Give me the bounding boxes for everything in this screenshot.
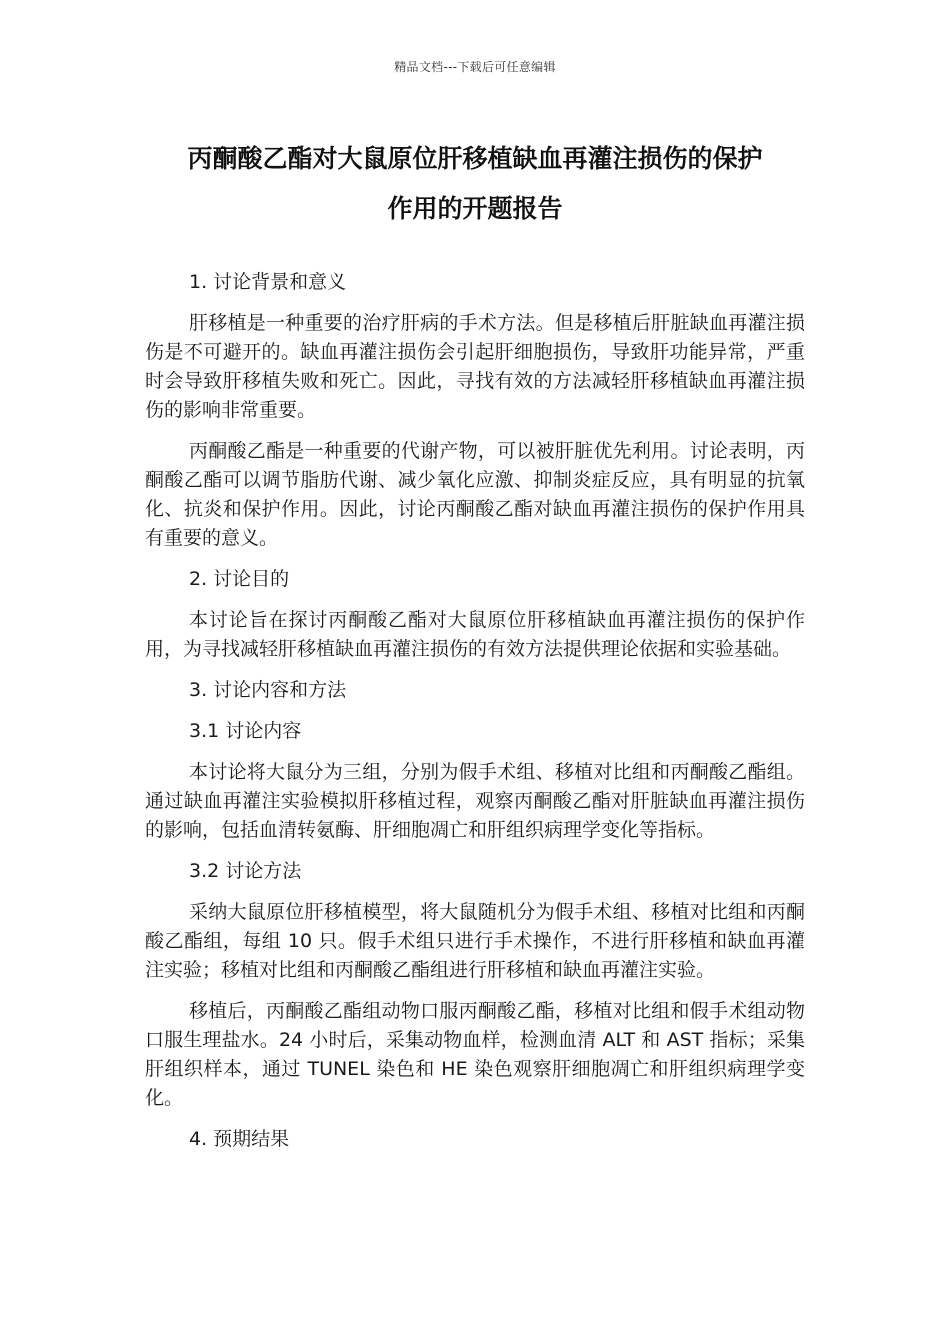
- subsection-heading-3-2: 3.2 讨论方法: [189, 860, 302, 882]
- section-heading-4: 4. 预期结果: [189, 1128, 290, 1150]
- paragraph: 本讨论将大鼠分为三组，分别为假手术组、移植对比组和丙酮酸乙酯组。通过缺血再灌注实验模拟肝移植过程，观察丙酮酸乙酯对肝脏缺血再灌注损伤的影响，包括血清转氨酶、肝细胞凋亡和肝组织病理学变化等指标。: [145, 761, 805, 841]
- title-line-2: 作用的开题报告: [387, 194, 563, 223]
- document-title: [120, 134, 830, 234]
- section-heading-2: 2. 讨论目的: [189, 568, 290, 590]
- document-body: [145, 268, 805, 1166]
- paragraph: 肝移植是一种重要的治疗肝病的手术方法。但是移植后肝脏缺血再灌注损伤是不可避开的。缺血再灌注损伤会引起肝细胞损伤，导致肝功能异常，严重时会导致肝移植失败和死亡。因此，寻找有效的方法减轻肝移植缺血再灌注损伤的影响非常重要。: [145, 312, 805, 421]
- paragraph: 本讨论旨在探讨丙酮酸乙酯对大鼠原位肝移植缺血再灌注损伤的保护作用，为寻找减轻肝移植缺血再灌注损伤的有效方法提供理论依据和实验基础。: [145, 609, 805, 660]
- title-line-1: 丙酮酸乙酯对大鼠原位肝移植缺血再灌注损伤的保护: [187, 144, 763, 173]
- paragraph: 丙酮酸乙酯是一种重要的代谢产物，可以被肝脏优先利用。讨论表明，丙酮酸乙酯可以调节脂肪代谢、减少氧化应激、抑制炎症反应，具有明显的抗氧化、抗炎和保护作用。因此，讨论丙酮酸乙酯对缺血再灌注损伤的保护作用具有重要的意义。: [145, 440, 805, 549]
- section-heading-1: 1. 讨论背景和意义: [189, 271, 347, 293]
- header-note: 精品文档---下载后可任意编辑: [394, 60, 556, 74]
- paragraph: 采纳大鼠原位肝移植模型，将大鼠随机分为假手术组、移植对比组和丙酮酸乙酯组，每组 10 只。假手术组只进行手术操作，不进行肝移植和缺血再灌注实验；移植对比组和丙酮酸乙酯组进行肝移植和缺血再灌注实验。: [145, 901, 805, 981]
- paragraph: 移植后，丙酮酸乙酯组动物口服丙酮酸乙酯，移植对比组和假手术组动物口服生理盐水。24 小时后，采集动物血样，检测血清 ALT 和 AST 指标；采集肝组织样本，通过 TUNEL 染色和 HE 染色观察肝细胞凋亡和肝组织病理学变化。: [145, 1000, 805, 1109]
- subsection-heading-3-1: 3.1 讨论内容: [189, 720, 302, 742]
- section-heading-3: 3. 讨论内容和方法: [189, 679, 347, 701]
